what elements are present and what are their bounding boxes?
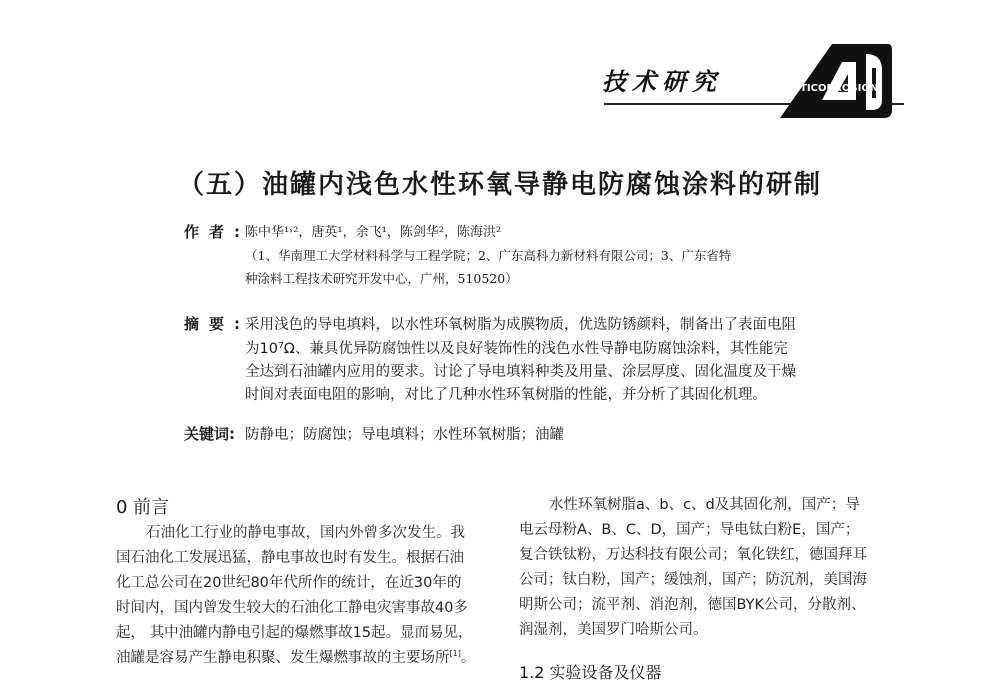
citation-ref: [1] bbox=[449, 649, 461, 659]
abstract-label: 摘要: bbox=[184, 315, 250, 333]
abstract-line: 采用浅色的导电填料，以水性环氧树脂为成膜物质，优选防锈颜料，制备出了表面电阻 bbox=[245, 317, 796, 333]
body-line: 石油化工行业的静电事故，国内外曾多次发生。我 bbox=[146, 525, 465, 541]
logo-text: ANTICORROSION bbox=[784, 83, 879, 94]
author-names: 陈中华¹˒²，唐英¹，余飞¹，陈剑华²，陈海洪² bbox=[245, 225, 502, 240]
keywords-text: 防静电；防腐蚀；导电填料；水性环氧树脂；油罐 bbox=[245, 427, 564, 443]
body-line: 明斯公司；流平剂、消泡剂，德国BYK公司，分散剂、 bbox=[519, 597, 866, 613]
body-line: 时间内，国内曾发生较大的石油化工静电灾害事故40多 bbox=[116, 600, 468, 616]
body-line: 润湿剂，美国罗门哈斯公司。 bbox=[519, 622, 708, 638]
abstract-line: 全达到石油罐内应用的要求。讨论了导电填料种类及用量、涂层厚度、固化温度及干燥 bbox=[245, 364, 796, 380]
body-line: 化工总公司在20世纪80年代所作的统计，在近30年的 bbox=[116, 575, 462, 591]
body-line: 公司；钛白粉，国产；缓蚀剂，国产；防沉剂，美国海 bbox=[519, 572, 867, 588]
authors-label: 作者: bbox=[184, 223, 250, 241]
journal-section-label: 技术研究 bbox=[602, 67, 722, 96]
abstract-line: 为10⁷Ω、兼具优异防腐蚀性以及良好装饰性的浅色水性导静电防腐蚀涂料，其性能完 bbox=[245, 341, 788, 357]
affiliation-line: 种涂料工程技术研究开发中心，广州，510520） bbox=[245, 271, 518, 286]
body-line: 国石油化工发展迅猛，静电事故也时有发生。根据石油 bbox=[116, 550, 464, 566]
body-line: 起， 其中油罐内静电引起的爆燃事故15起。显而易见， bbox=[116, 625, 473, 641]
body-line-text: 油罐是容易产生静电积聚、发生爆燃事故的主要场所 bbox=[116, 650, 450, 666]
body-line-end: 。 bbox=[460, 650, 476, 666]
journal-logo bbox=[770, 40, 895, 120]
body-line: 复合铁钛粉，万达科技有限公司；氧化铁红，德国拜耳 bbox=[519, 547, 867, 563]
affiliation-line: （1、华南理工大学材料科学与工程学院；2、广东高科力新材料有限公司；3、广东省特 bbox=[245, 248, 732, 263]
article-title: （五）油罐内浅色水性环氧导静电防腐蚀涂料的研制 bbox=[177, 170, 822, 200]
body-line-last bbox=[116, 646, 475, 667]
abstract-line: 时间对表面电阻的影响，对比了几种水性环氧树脂的性能，并分析了其固化机理。 bbox=[245, 387, 767, 403]
section-heading: 0 前言 bbox=[116, 497, 170, 518]
keywords-label: 关键词: bbox=[184, 425, 235, 443]
subsection-heading: 1.2 实验设备及仪器 bbox=[519, 663, 662, 682]
anticorrosion-logo-icon bbox=[770, 40, 895, 120]
body-line: 水性环氧树脂a、b、c、d及其固化剂，国产；导 bbox=[549, 497, 860, 513]
body-line: 电云母粉A、B、C、D，国产；导电钛白粉E，国产； bbox=[519, 522, 860, 538]
